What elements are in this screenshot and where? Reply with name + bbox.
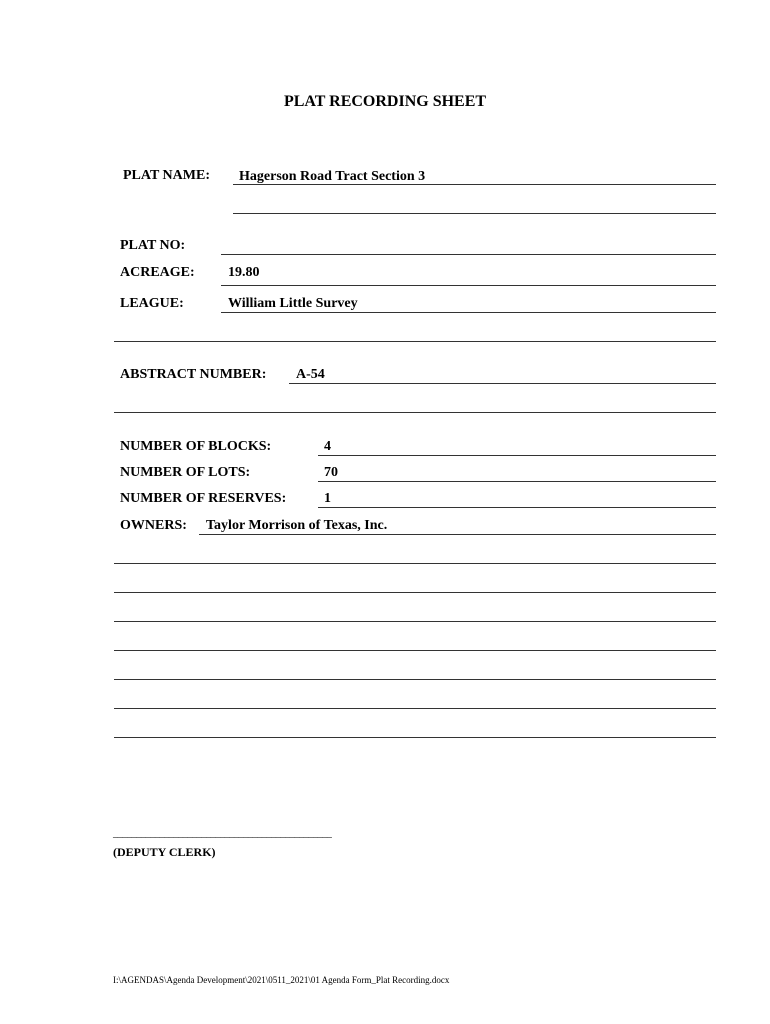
- plat-no-label: PLAT NO:: [120, 238, 186, 253]
- plat-no-line: [221, 254, 716, 255]
- section-divider-1: [114, 341, 716, 342]
- blank-line: [114, 592, 716, 593]
- number-of-blocks-label: NUMBER OF BLOCKS:: [120, 439, 272, 454]
- league-label: LEAGUE:: [120, 296, 184, 311]
- plat-name-label: PLAT NAME:: [123, 168, 210, 183]
- acreage-label: ACREAGE:: [120, 265, 195, 280]
- number-of-blocks-value: 4: [324, 439, 331, 454]
- document-file-path: I:\AGENDAS\Agenda Development\2021\0511_2021\01 Agenda Form_Plat Recording.docx: [113, 975, 450, 985]
- number-of-lots-line: [318, 481, 716, 482]
- number-of-reserves-line: [318, 507, 716, 508]
- number-of-reserves-value: 1: [324, 491, 331, 506]
- number-of-lots-label: NUMBER OF LOTS:: [120, 465, 251, 480]
- page-title: PLAT RECORDING SHEET: [283, 93, 487, 110]
- blank-line: [114, 563, 716, 564]
- plat-name-value: Hagerson Road Tract Section 3: [239, 169, 426, 184]
- blank-line: [114, 679, 716, 680]
- league-value: William Little Survey: [228, 296, 358, 311]
- deputy-clerk-label: (DEPUTY CLERK): [113, 845, 216, 859]
- section-divider-2: [114, 412, 716, 413]
- league-line: [221, 312, 716, 313]
- number-of-blocks-line: [318, 455, 716, 456]
- acreage-value: 19.80: [228, 265, 260, 280]
- abstract-number-value: A-54: [296, 367, 325, 382]
- deputy-clerk-signature-line: _______________________________________________: [113, 828, 332, 839]
- abstract-number-label: ABSTRACT NUMBER:: [120, 367, 267, 382]
- number-of-reserves-label: NUMBER OF RESERVES:: [120, 491, 287, 506]
- blank-line: [114, 737, 716, 738]
- blank-line: [114, 708, 716, 709]
- abstract-number-line: [289, 383, 716, 384]
- plat-name-line-2: [233, 213, 716, 214]
- owners-line: [199, 534, 716, 535]
- blank-line: [114, 650, 716, 651]
- acreage-line: [221, 285, 716, 286]
- number-of-lots-value: 70: [324, 465, 338, 480]
- owners-value: Taylor Morrison of Texas, Inc.: [206, 518, 388, 533]
- owners-label: OWNERS:: [120, 518, 187, 533]
- plat-name-line: [233, 184, 716, 185]
- blank-line: [114, 621, 716, 622]
